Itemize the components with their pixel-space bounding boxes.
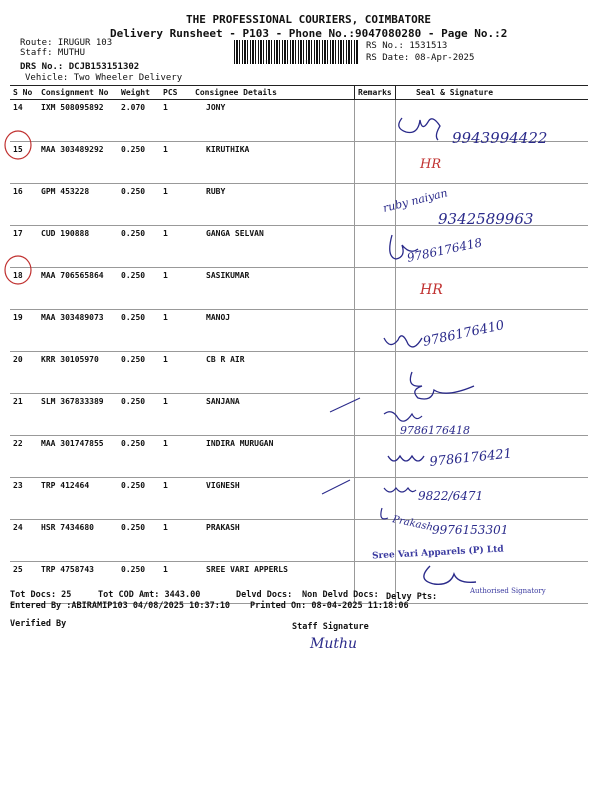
cell-consignment: IXM 508095892 — [38, 100, 118, 142]
runsheet-title: Delivery Runsheet - P103 - Phone No.:9047080280 - Page No.:2 — [110, 27, 508, 40]
col-consignment: Consignment No — [38, 86, 118, 100]
cell-consignment: SLM 367833389 — [38, 394, 118, 436]
table-row — [10, 352, 588, 394]
phone-19: 9786176410 — [421, 318, 506, 350]
cell-weight: 0.250 — [118, 142, 160, 184]
cell-pcs: 1 — [160, 352, 192, 394]
cell-consignment: HSR 7434680 — [38, 520, 118, 562]
delvy-pts: Delvy Pts: — [386, 592, 438, 602]
delvd-docs: Delvd Docs: — [236, 590, 293, 600]
cell-consignee: JONY — [192, 100, 355, 142]
cell-sno: 15 — [10, 142, 38, 184]
cell-signature — [396, 184, 589, 226]
cell-sno: 18 — [10, 268, 38, 310]
cell-pcs: 1 — [160, 394, 192, 436]
cell-remarks — [355, 352, 396, 394]
cell-weight: 0.250 — [118, 352, 160, 394]
entered-by: Entered By :ABIRAMIP103 04/08/2025 10:37:10 — [10, 601, 231, 611]
cell-signature — [396, 478, 589, 520]
cell-signature — [396, 436, 589, 478]
tot-docs: Tot Docs: 25 — [10, 590, 72, 600]
cell-consignee: RUBY — [192, 184, 355, 226]
cell-sno: 16 — [10, 184, 38, 226]
phone-16: 9342589963 — [438, 210, 534, 228]
cell-signature — [396, 268, 589, 310]
printed-on: Printed On: 08-04-2025 11:18:06 — [250, 601, 409, 611]
table-row — [10, 394, 588, 436]
col-signature: Seal & Signature — [396, 86, 589, 100]
cell-consignee: SANJANA — [192, 394, 355, 436]
cell-signature — [396, 352, 589, 394]
cell-consignment: TRP 412464 — [38, 478, 118, 520]
cell-pcs: 1 — [160, 562, 192, 604]
cell-sno: 20 — [10, 352, 38, 394]
phone-21: 9786176418 — [400, 424, 470, 437]
cell-pcs: 1 — [160, 520, 192, 562]
cell-pcs: 1 — [160, 100, 192, 142]
tot-cod: Tot COD Amt: 3443.00 — [98, 590, 201, 600]
cell-pcs: 1 — [160, 184, 192, 226]
cell-consignee: VIGNESH — [192, 478, 355, 520]
cell-pcs: 1 — [160, 268, 192, 310]
col-sno: S No — [10, 86, 38, 100]
cell-consignee: SREE VARI APPERLS — [192, 562, 355, 604]
cell-weight: 0.250 — [118, 310, 160, 352]
phone-24: 9976153301 — [432, 523, 509, 537]
phone-14: 9943994422 — [452, 129, 548, 147]
cell-consignment: MAA 706565864 — [38, 268, 118, 310]
phone-23: 9822/6471 — [418, 489, 484, 503]
cell-weight: 0.250 — [118, 478, 160, 520]
route-label: Route: IRUGUR 103 — [20, 38, 113, 48]
table-row — [10, 184, 588, 226]
table-row — [10, 478, 588, 520]
cell-remarks — [355, 310, 396, 352]
barcode — [234, 40, 359, 64]
table-row — [10, 268, 588, 310]
table-row — [10, 436, 588, 478]
cell-sno: 22 — [10, 436, 38, 478]
cell-weight: 2.070 — [118, 100, 160, 142]
cell-consignment: MAA 303489073 — [38, 310, 118, 352]
cell-signature — [396, 142, 589, 184]
table-header-row — [10, 86, 588, 100]
table-row — [10, 100, 588, 142]
cell-sno: 23 — [10, 478, 38, 520]
mark-15: HR — [420, 157, 442, 172]
col-consignee: Consignee Details — [192, 86, 355, 100]
cell-pcs: 1 — [160, 478, 192, 520]
company-name: THE PROFESSIONAL COURIERS, COIMBATORE — [186, 13, 432, 26]
cell-remarks — [355, 478, 396, 520]
cell-signature — [396, 310, 589, 352]
cell-remarks — [355, 394, 396, 436]
company-stamp: Sree Vari Apparels (P) Ltd — [371, 544, 504, 562]
phone-22: 9786176421 — [428, 446, 513, 470]
cell-sno: 25 — [10, 562, 38, 604]
mark-18: HR — [420, 282, 443, 298]
cell-remarks — [355, 436, 396, 478]
vehicle-label: Vehicle: Two Wheeler Delivery — [25, 73, 183, 83]
name-24: Prakash — [391, 514, 434, 534]
cell-sno: 14 — [10, 100, 38, 142]
phone-17: 9786176418 — [405, 235, 484, 265]
cell-weight: 0.250 — [118, 184, 160, 226]
cell-weight: 0.250 — [118, 520, 160, 562]
cell-pcs: 1 — [160, 142, 192, 184]
runsheet-table — [10, 85, 588, 604]
cell-remarks — [355, 226, 396, 268]
cell-pcs: 1 — [160, 436, 192, 478]
col-weight: Weight — [118, 86, 160, 100]
cell-consignee: KIRUTHIKA — [192, 142, 355, 184]
cell-consignment: GPM 453228 — [38, 184, 118, 226]
cell-consignee: INDIRA MURUGAN — [192, 436, 355, 478]
cell-weight: 0.250 — [118, 226, 160, 268]
verified-by: Verified By — [10, 619, 67, 629]
cell-consignee: SASIKUMAR — [192, 268, 355, 310]
cell-signature — [396, 100, 589, 142]
cell-consignment: TRP 4758743 — [38, 562, 118, 604]
staff-sign-ink: Muthu — [310, 636, 358, 652]
staff-signature-label: Staff Signature — [292, 622, 369, 632]
cell-signature — [396, 226, 589, 268]
cell-sno: 21 — [10, 394, 38, 436]
staff-label: Staff: MUTHU — [20, 48, 86, 58]
cell-signature — [396, 394, 589, 436]
cell-consignee: PRAKASH — [192, 520, 355, 562]
cell-weight: 0.250 — [118, 436, 160, 478]
rs-number: RS No.: 1531513 — [366, 41, 448, 51]
cell-remarks — [355, 268, 396, 310]
name-16: ruby naiyan — [381, 186, 449, 215]
col-remarks: Remarks — [355, 86, 396, 100]
cell-sno: 17 — [10, 226, 38, 268]
col-pcs: PCS — [160, 86, 192, 100]
table-row — [10, 226, 588, 268]
cell-remarks — [355, 142, 396, 184]
cell-consignee: CB R AIR — [192, 352, 355, 394]
cell-weight: 0.250 — [118, 268, 160, 310]
non-delvd-docs: Non Delvd Docs: — [302, 590, 379, 600]
cell-consignment: KRR 30105970 — [38, 352, 118, 394]
cell-consignment: MAA 301747855 — [38, 436, 118, 478]
cell-consignee: GANGA SELVAN — [192, 226, 355, 268]
table-row — [10, 562, 588, 604]
cell-sno: 24 — [10, 520, 38, 562]
table-row — [10, 520, 588, 562]
cell-consignment: CUD 190888 — [38, 226, 118, 268]
authorised-signatory-stamp: Authorised Signatory — [470, 587, 546, 595]
drs-number: DRS No.: DCJB153151302 — [20, 62, 140, 72]
cell-weight: 0.250 — [118, 394, 160, 436]
cell-weight: 0.250 — [118, 562, 160, 604]
table-row — [10, 310, 588, 352]
cell-pcs: 1 — [160, 226, 192, 268]
table-row — [10, 142, 588, 184]
rs-date: RS Date: 08-Apr-2025 — [366, 53, 475, 63]
cell-sno: 19 — [10, 310, 38, 352]
cell-remarks — [355, 100, 396, 142]
cell-remarks — [355, 184, 396, 226]
cell-pcs: 1 — [160, 310, 192, 352]
cell-consignment: MAA 303489292 — [38, 142, 118, 184]
cell-consignee: MANOJ — [192, 310, 355, 352]
